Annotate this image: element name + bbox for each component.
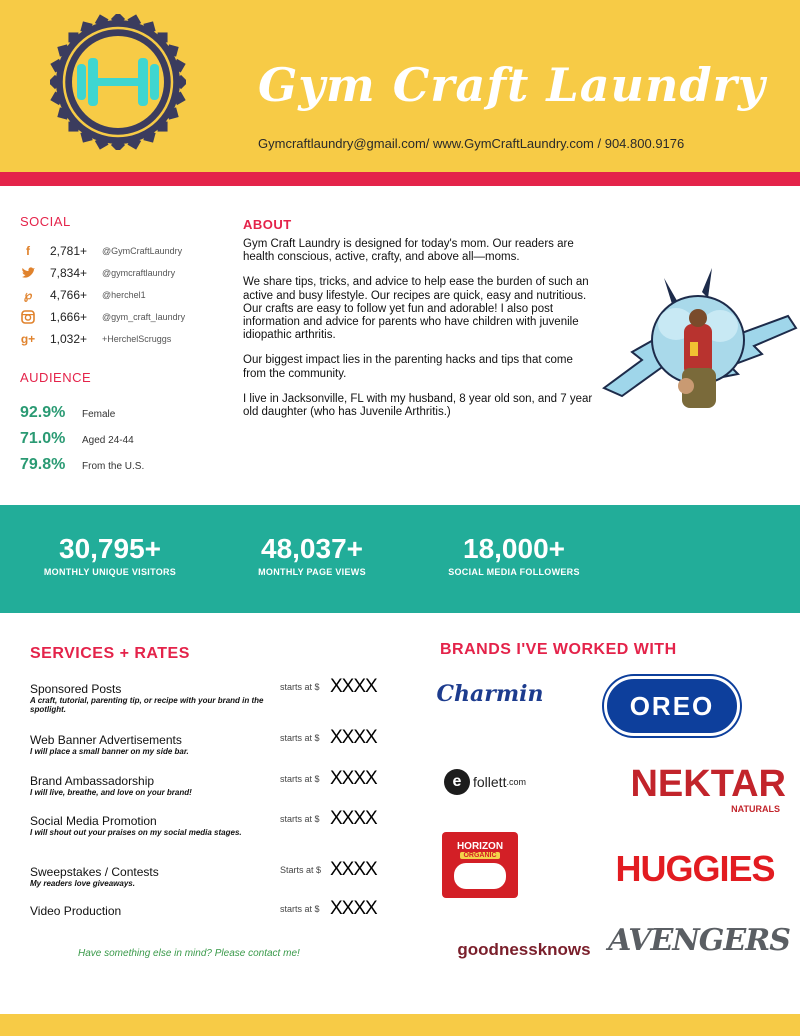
service-name: Sweepstakes / Contests <box>30 865 159 879</box>
efollett-logo <box>444 762 554 802</box>
huggies-logo: HUGGIES <box>615 848 775 889</box>
social-row-instagram[interactable] <box>20 306 230 328</box>
price-redacted: XXXX <box>330 676 377 697</box>
efollett-suffix: .com <box>506 777 526 787</box>
header-stripe <box>0 172 800 186</box>
horizon-sub: ORGANIC <box>460 852 499 859</box>
service-name: Web Banner Advertisements <box>30 733 182 747</box>
audience-percent: 79.8% <box>20 456 66 473</box>
contact-me-note[interactable]: Have something else in mind? Please contact me! <box>78 948 300 959</box>
stat-social-followers <box>424 533 604 577</box>
audience-percent: 92.9% <box>20 404 66 421</box>
social-handle: @herchel1 <box>102 290 146 300</box>
social-handle: @gym_craft_laundry <box>102 312 186 322</box>
oreo-logo: OREO <box>604 676 740 736</box>
audience-label: Aged 24-44 <box>82 435 134 446</box>
efollett-name: follett <box>473 774 507 790</box>
about-paragraph: Gym Craft Laundry is designed for today's mom. Our readers are health conscious, active, crafty, and above all—moms. <box>243 238 574 264</box>
social-count: 4,766+ <box>50 288 88 302</box>
service-price: starts at $ <box>280 733 320 743</box>
about-text <box>243 238 593 431</box>
about-paragraph: We share tips, tricks, and advice to help ease the burden of such an active and busy lifestyle. Our recipes are quick, easy and nutritious. Our crafts are easy to follow yet fun and adorable! I also post information and advice for parents who have children with juvenile idiopathic arthritis. <box>243 276 589 342</box>
audience-row <box>20 456 230 482</box>
goodnessknows-logo: goodnessknows <box>457 940 591 959</box>
service-row <box>30 859 410 888</box>
stat-page-views <box>222 533 402 577</box>
service-name: Brand Ambassadorship <box>30 774 155 788</box>
horizon-name: HORIZON <box>456 841 504 852</box>
service-price: starts at $ <box>280 904 320 914</box>
brands-heading: BRANDS I'VE WORKED WITH <box>440 641 677 658</box>
audience-list <box>20 404 230 482</box>
service-row <box>30 676 410 714</box>
service-row <box>30 768 410 797</box>
twitter-icon <box>20 265 36 281</box>
price-redacted: XXXX <box>330 898 377 919</box>
instagram-icon <box>20 309 36 325</box>
horizon-logo <box>442 832 518 898</box>
service-price: starts at $ <box>280 774 320 784</box>
stat-label: SOCIAL MEDIA FOLLOWERS <box>448 567 580 577</box>
efollett-e: e <box>444 769 470 795</box>
audience-heading: AUDIENCE <box>20 370 92 385</box>
avengers-logo: AVENGERS <box>608 922 790 958</box>
social-row-twitter[interactable] <box>20 262 230 284</box>
service-price: starts at $ <box>280 682 320 692</box>
audience-row <box>20 404 230 430</box>
about-paragraph: I live in Jacksonville, FL with my husband, 8 year old son, and 7 year old daughter (who has Juvenile Arthritis.) <box>243 392 593 419</box>
pinterest-icon: ℘ <box>23 288 33 302</box>
service-row <box>30 808 410 837</box>
audience-percent: 71.0% <box>20 430 66 447</box>
audience-label: Female <box>82 409 116 420</box>
service-name: Sponsored Posts <box>30 682 122 696</box>
price-redacted: XXXX <box>330 859 377 880</box>
price-redacted: XXXX <box>330 727 377 748</box>
service-name: Social Media Promotion <box>30 814 157 828</box>
stat-unique-visitors <box>20 533 200 577</box>
google-plus-icon: g+ <box>20 332 36 346</box>
service-description: My readers love giveaways. <box>30 879 135 888</box>
charmin-logo: Charmin <box>436 681 544 707</box>
facebook-icon: f <box>26 244 30 258</box>
contact-info[interactable]: Gymcraftlaundry@gmail.com/ www.GymCraftLaundry.com / 904.800.9176 <box>258 136 685 151</box>
social-list <box>20 240 230 350</box>
social-count: 7,834+ <box>50 266 88 280</box>
brand-title: Gym Craft Laundry <box>258 58 766 112</box>
nektar-logo <box>616 758 786 820</box>
superhero-photo <box>602 268 798 414</box>
social-heading: SOCIAL <box>20 214 71 229</box>
stat-value: 30,795+ <box>59 533 161 564</box>
dumbbell-logo-icon <box>50 14 186 150</box>
social-row-facebook[interactable] <box>20 240 230 262</box>
service-row <box>30 898 410 919</box>
audience-label: From the U.S. <box>82 461 145 472</box>
service-row <box>30 727 410 756</box>
social-handle: +HerchelScruggs <box>102 334 172 344</box>
social-count: 1,032+ <box>50 332 88 346</box>
service-price: Starts at $ <box>280 865 322 875</box>
social-count: 2,781+ <box>50 244 88 258</box>
stat-label: MONTHLY UNIQUE VISITORS <box>43 567 177 577</box>
about-heading: ABOUT <box>243 217 292 232</box>
social-handle: @GymCraftLaundry <box>102 246 183 256</box>
stat-value: 48,037+ <box>261 533 363 564</box>
social-handle: @gymcraftlaundry <box>102 268 176 278</box>
service-name: Video Production <box>30 904 122 918</box>
service-description: I will shout out your praises on my social media stages. <box>30 828 242 837</box>
price-redacted: XXXX <box>330 808 377 829</box>
about-paragraph: Our biggest impact lies in the parenting hacks and tips that come from the community. <box>243 354 573 380</box>
stat-label: MONTHLY PAGE VIEWS <box>258 567 366 577</box>
social-count: 1,666+ <box>50 310 88 324</box>
cow-icon <box>454 863 506 889</box>
audience-row <box>20 430 230 456</box>
social-row-pinterest[interactable] <box>20 284 230 306</box>
services-heading: SERVICES + RATES <box>30 645 190 662</box>
social-row-google-plus[interactable] <box>20 328 230 350</box>
stat-value: 18,000+ <box>463 533 565 564</box>
service-description: I will live, breathe, and love on your brand! <box>30 788 192 797</box>
service-price: starts at $ <box>280 814 320 824</box>
service-description: A craft, tutorial, parenting tip, or recipe with your brand in the spotlight. <box>30 696 264 714</box>
nektar-name: NEKTAR <box>630 763 786 805</box>
footer-band <box>0 1014 800 1036</box>
price-redacted: XXXX <box>330 768 377 789</box>
nektar-sub: NATURALS <box>731 804 780 814</box>
service-description: I will place a small banner on my side bar. <box>30 747 189 756</box>
